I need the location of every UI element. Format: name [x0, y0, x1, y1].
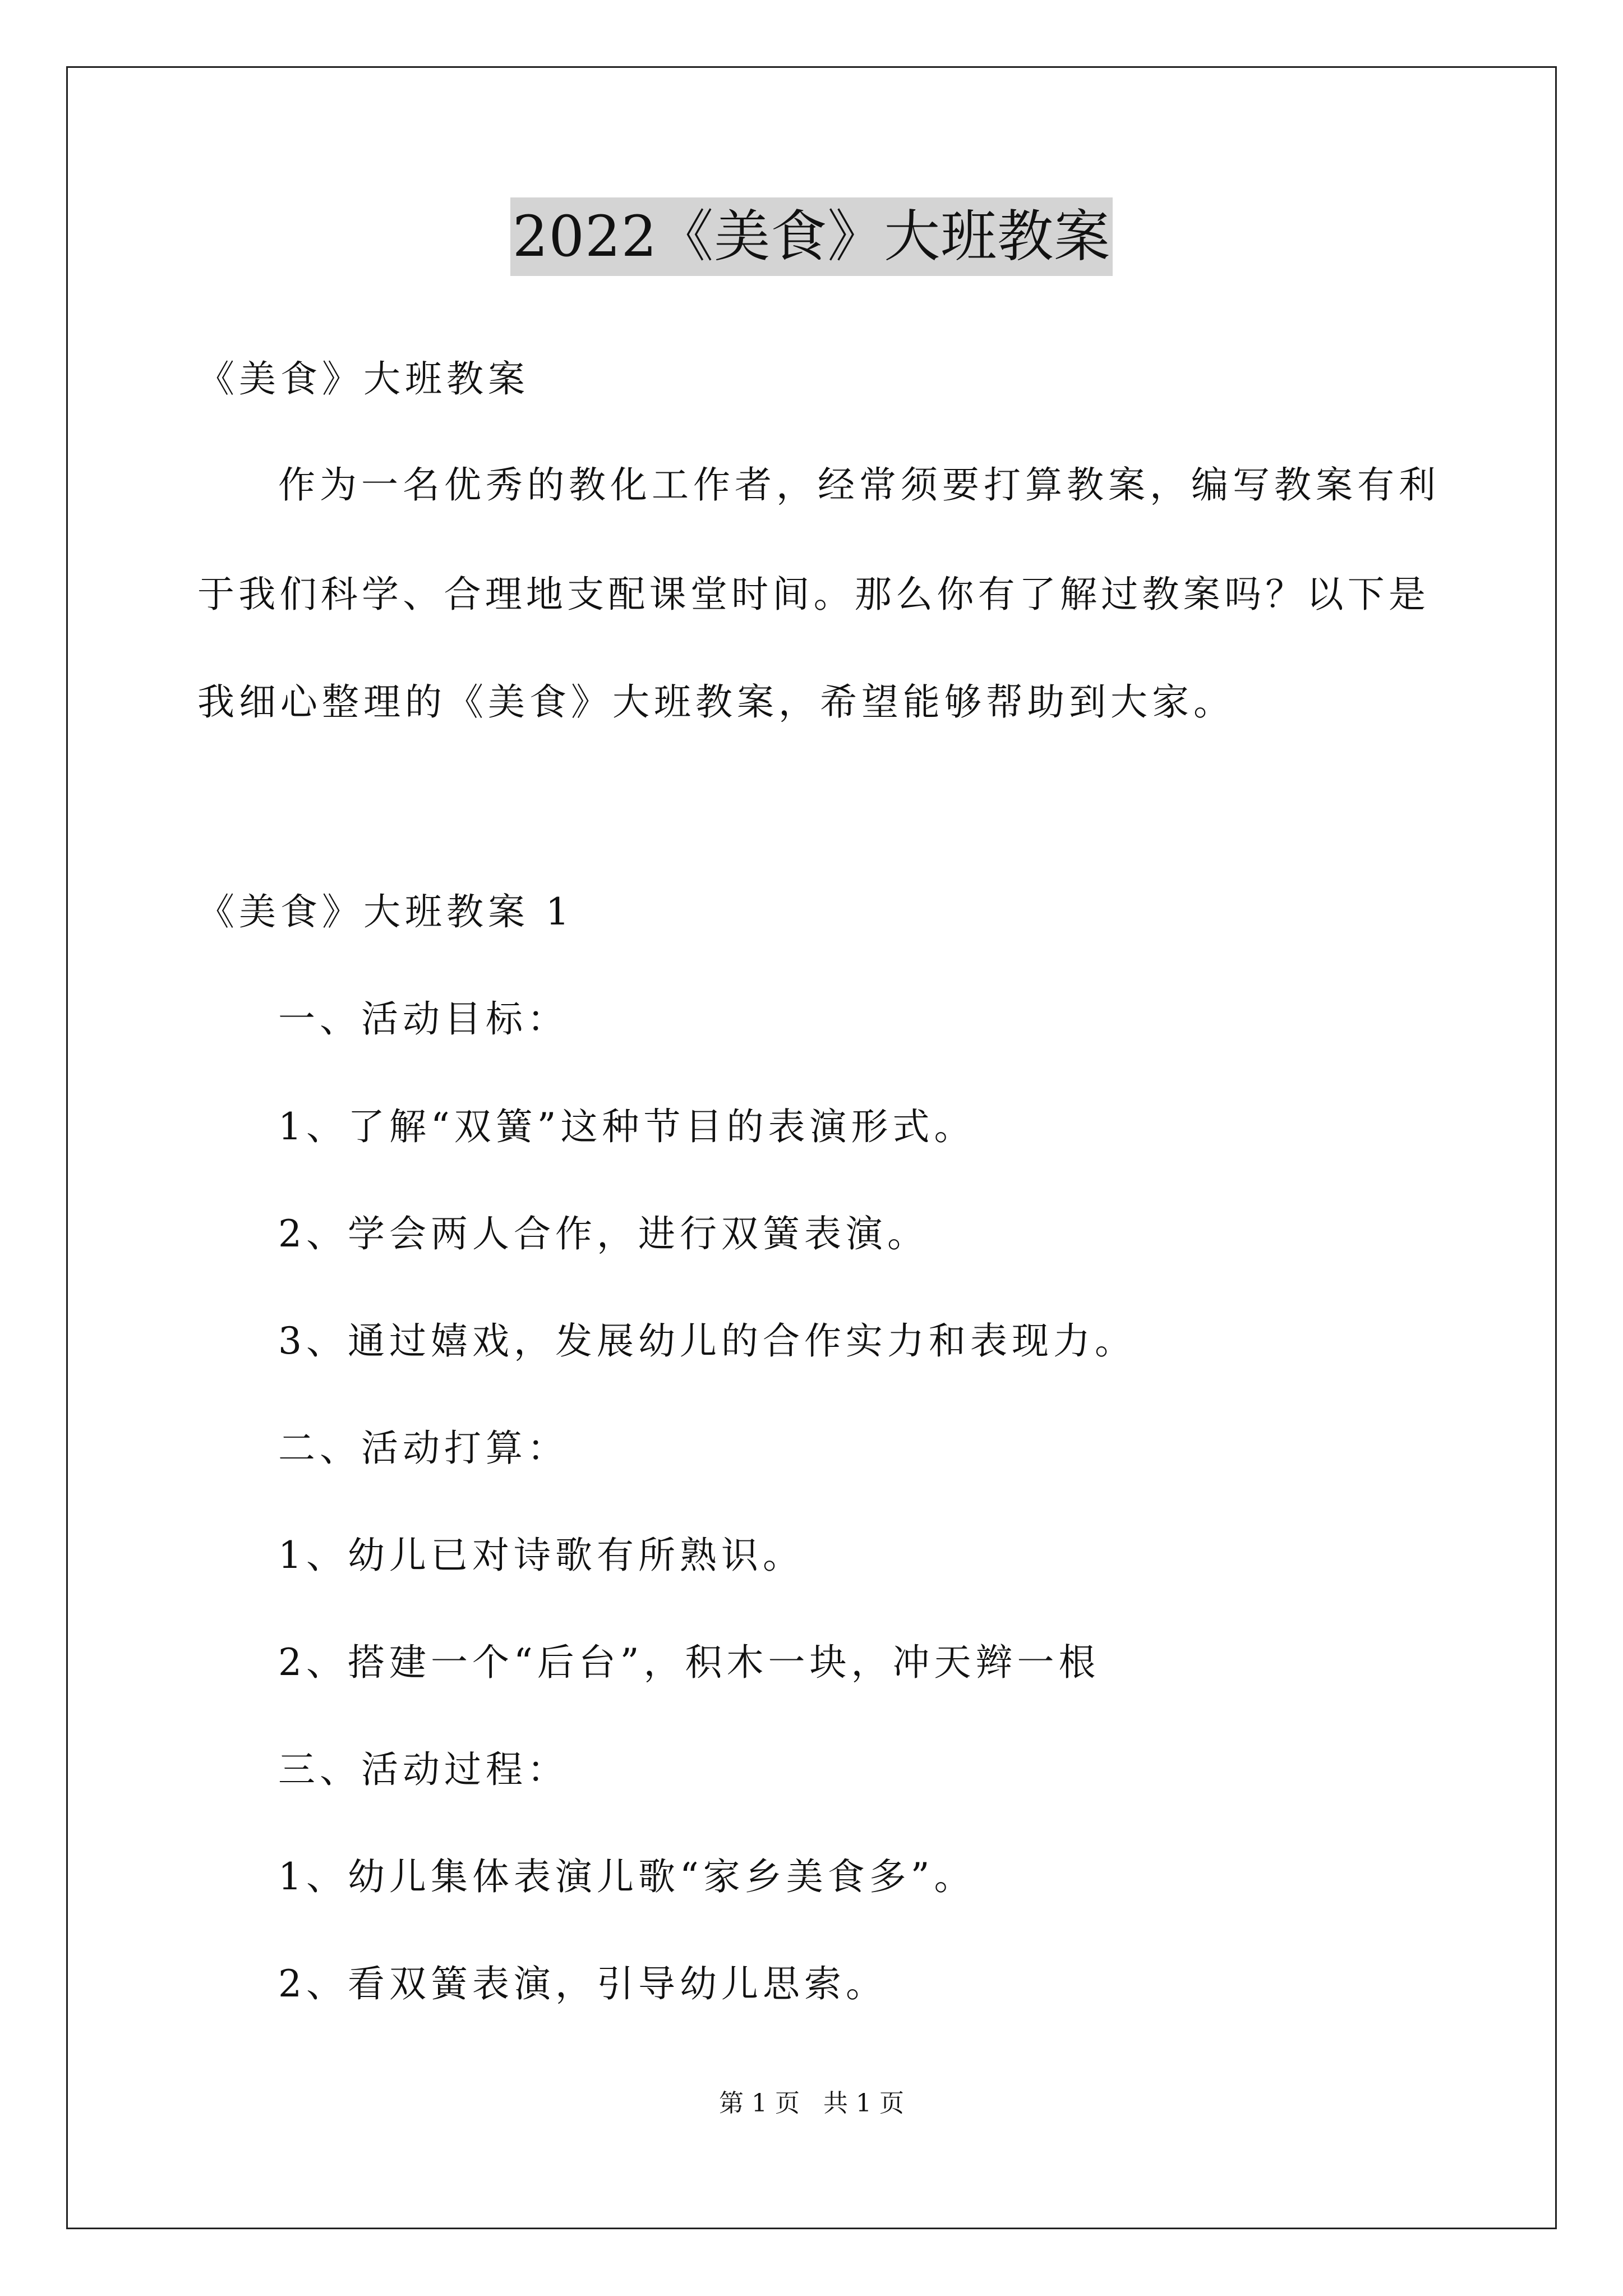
page-footer: 第 1 页 共 1 页: [719, 2089, 904, 2118]
list-item: 1、幼儿已对诗歌有所熟识。: [278, 1534, 804, 1577]
list-item: 二、活动打算：: [278, 1427, 569, 1470]
intro-line-3: 我细心整理的《美食》大班教案，希望能够帮助到大家。: [197, 680, 1235, 724]
list-item: 一、活动目标：: [278, 997, 569, 1041]
section-title: 《美食》大班教案 1: [197, 890, 574, 933]
list-item: 2、搭建一个“后台”，积木一块，冲天辫一根: [278, 1641, 1100, 1684]
list-item: 三、活动过程：: [278, 1748, 569, 1791]
title-container: [0, 197, 1623, 276]
list-item: 2、学会两人合作，进行双簧表演。: [278, 1212, 929, 1255]
document-title: 2022《美食》大班教案: [510, 197, 1113, 276]
list-item: 2、看双簧表演，引导幼儿思索。: [278, 1962, 887, 2005]
intro-line-1: 作为一名优秀的教化工作者，经常须要打算教案，编写教案有利: [278, 463, 1440, 507]
list-item: 1、幼儿集体表演儿歌“家乡美食多”。: [278, 1855, 976, 1898]
list-item: 3、通过嬉戏，发展幼儿的合作实力和表现力。: [278, 1319, 1136, 1363]
document-subtitle: 《美食》大班教案: [197, 357, 529, 401]
intro-line-2: 于我们科学、合理地支配课堂时间。那么你有了解过教案吗？以下是: [197, 573, 1426, 616]
list-item: 1、了解“双簧”这种节目的表演形式。: [278, 1105, 976, 1148]
